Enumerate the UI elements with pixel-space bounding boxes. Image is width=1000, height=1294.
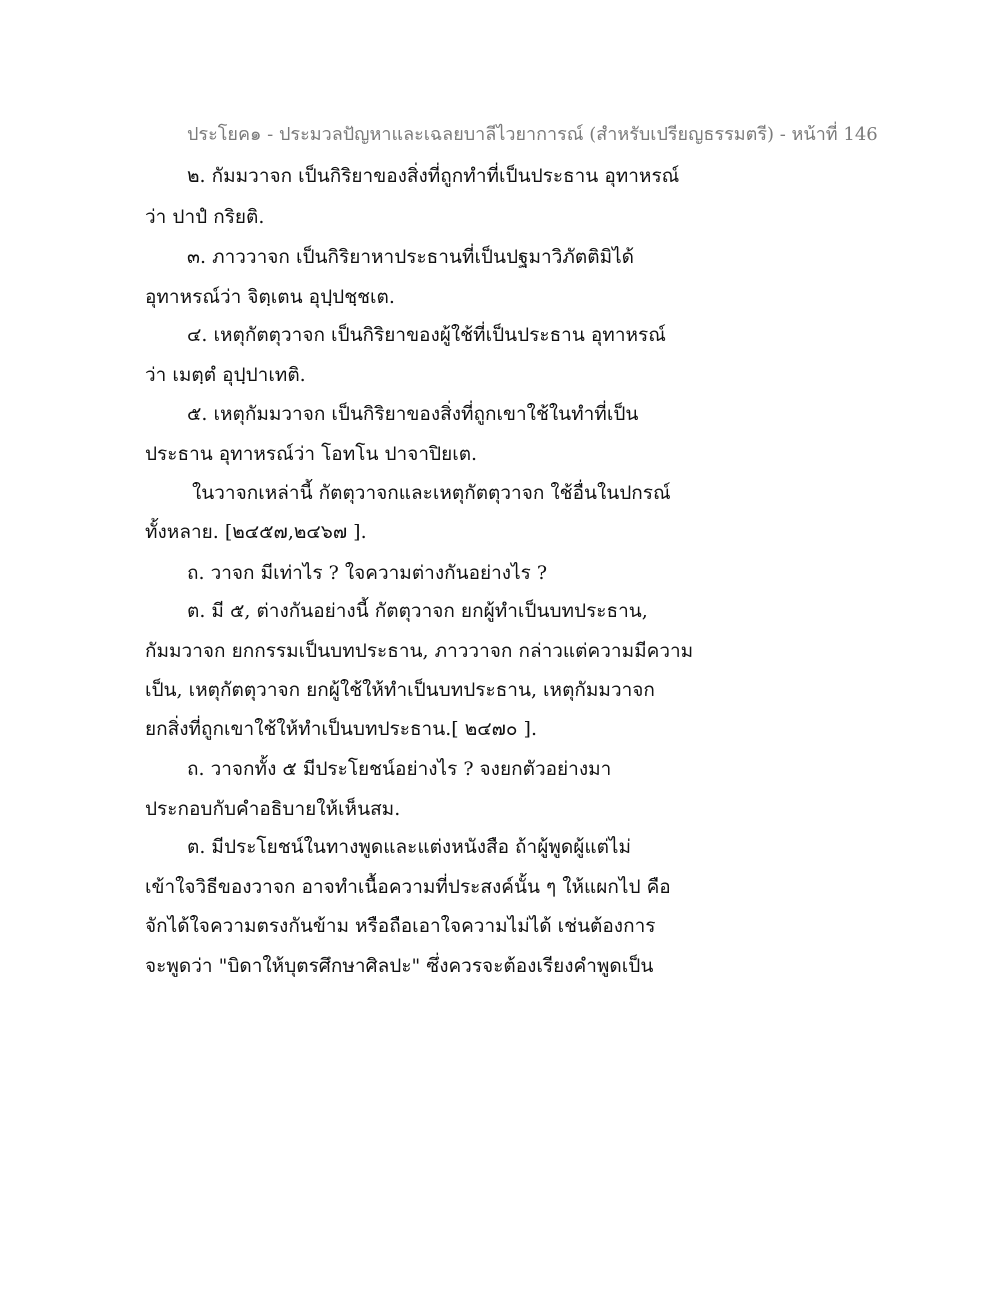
body-line-16: ถ. วาจกทั้ง ๕ มีประโยชน์อย่างไร ? จงยกตัวอย่างมา: [187, 758, 612, 780]
body-line-14: เป็น, เหตุกัตตุวาจก ยกผู้ใช้ให้ทำเป็นบทประธาน, เหตุกัมมวาจก: [145, 679, 655, 701]
running-header: ประโยค๑ - ประมวลปัญหาและเฉลยบาลีไวยาการณ์ (สำหรับเปรียญธรรมตรี) - หน้าที่ 146: [187, 124, 878, 145]
body-line-3: ๓. ภาววาจก เป็นกิริยาหาประธานที่เป็นปฐมาวิภัตติมิได้: [187, 246, 635, 268]
body-line-21: จะพูดว่า "บิดาให้บุตรศึกษาศิลปะ" ซึ่งควรจะต้องเรียงคำพูดเป็น: [145, 955, 654, 977]
body-line-17: ประกอบกับคำอธิบายให้เห็นสม.: [145, 798, 401, 820]
body-line-9: ในวาจกเหล่านี้ กัตตุวาจกและเหตุกัตตุวาจก ใช้อื่นในปกรณ์: [192, 482, 671, 504]
body-line-18: ต. มีประโยชน์ในทางพูดและแต่งหนังสือ ถ้าผู้พูดผู้แต่ไม่: [187, 836, 631, 858]
body-line-19: เข้าใจวิธีของวาจก อาจทำเนื้อความที่ประสงค์นั้น ๆ ให้แผกไป คือ: [145, 876, 671, 898]
body-line-8: ประธาน อุทาหรณ์ว่า โอทโน ปาจาปิยเต.: [145, 443, 478, 465]
body-line-12: ต. มี ๕, ต่างกันอย่างนี้ กัตตุวาจก ยกผู้ทำเป็นบทประธาน,: [187, 600, 648, 622]
body-line-13: กัมมวาจก ยกกรรมเป็นบทประธาน, ภาววาจก กล่าวแต่ความมีความ: [145, 640, 694, 662]
body-line-11: ถ. วาจก มีเท่าไร ? ใจความต่างกันอย่างไร ?: [187, 562, 548, 584]
body-line-2: ว่า ปาปํ กริยติ.: [145, 206, 265, 228]
body-line-20: จักได้ใจความตรงกันข้าม หรือถือเอาใจความไม่ได้ เช่นต้องการ: [145, 915, 656, 937]
body-line-7: ๕. เหตุกัมมวาจก เป็นกิริยาของสิ่งที่ถูกเขาใช้ในทำที่เป็น: [187, 403, 639, 425]
body-line-15: ยกสิ่งที่ถูกเขาใช้ให้ทำเป็นบทประธาน.[ ๒๔๗๐ ].: [145, 718, 537, 740]
body-line-6: ว่า เมตฺตํ อุปฺปาเทติ.: [145, 364, 306, 386]
body-line-5: ๔. เหตุกัตตุวาจก เป็นกิริยาของผู้ใช้ที่เป็นประธาน อุทาหรณ์: [187, 324, 666, 346]
body-line-10: ทั้งหลาย. [๒๔๕๗,๒๔๖๗ ].: [145, 521, 367, 543]
body-line-4: อุทาหรณ์ว่า จิตฺเตน อุปฺปชฺชเต.: [145, 286, 395, 308]
body-line-1: ๒. กัมมวาจก เป็นกิริยาของสิ่งที่ถูกทำที่เป็นประธาน อุทาหรณ์: [187, 165, 680, 187]
